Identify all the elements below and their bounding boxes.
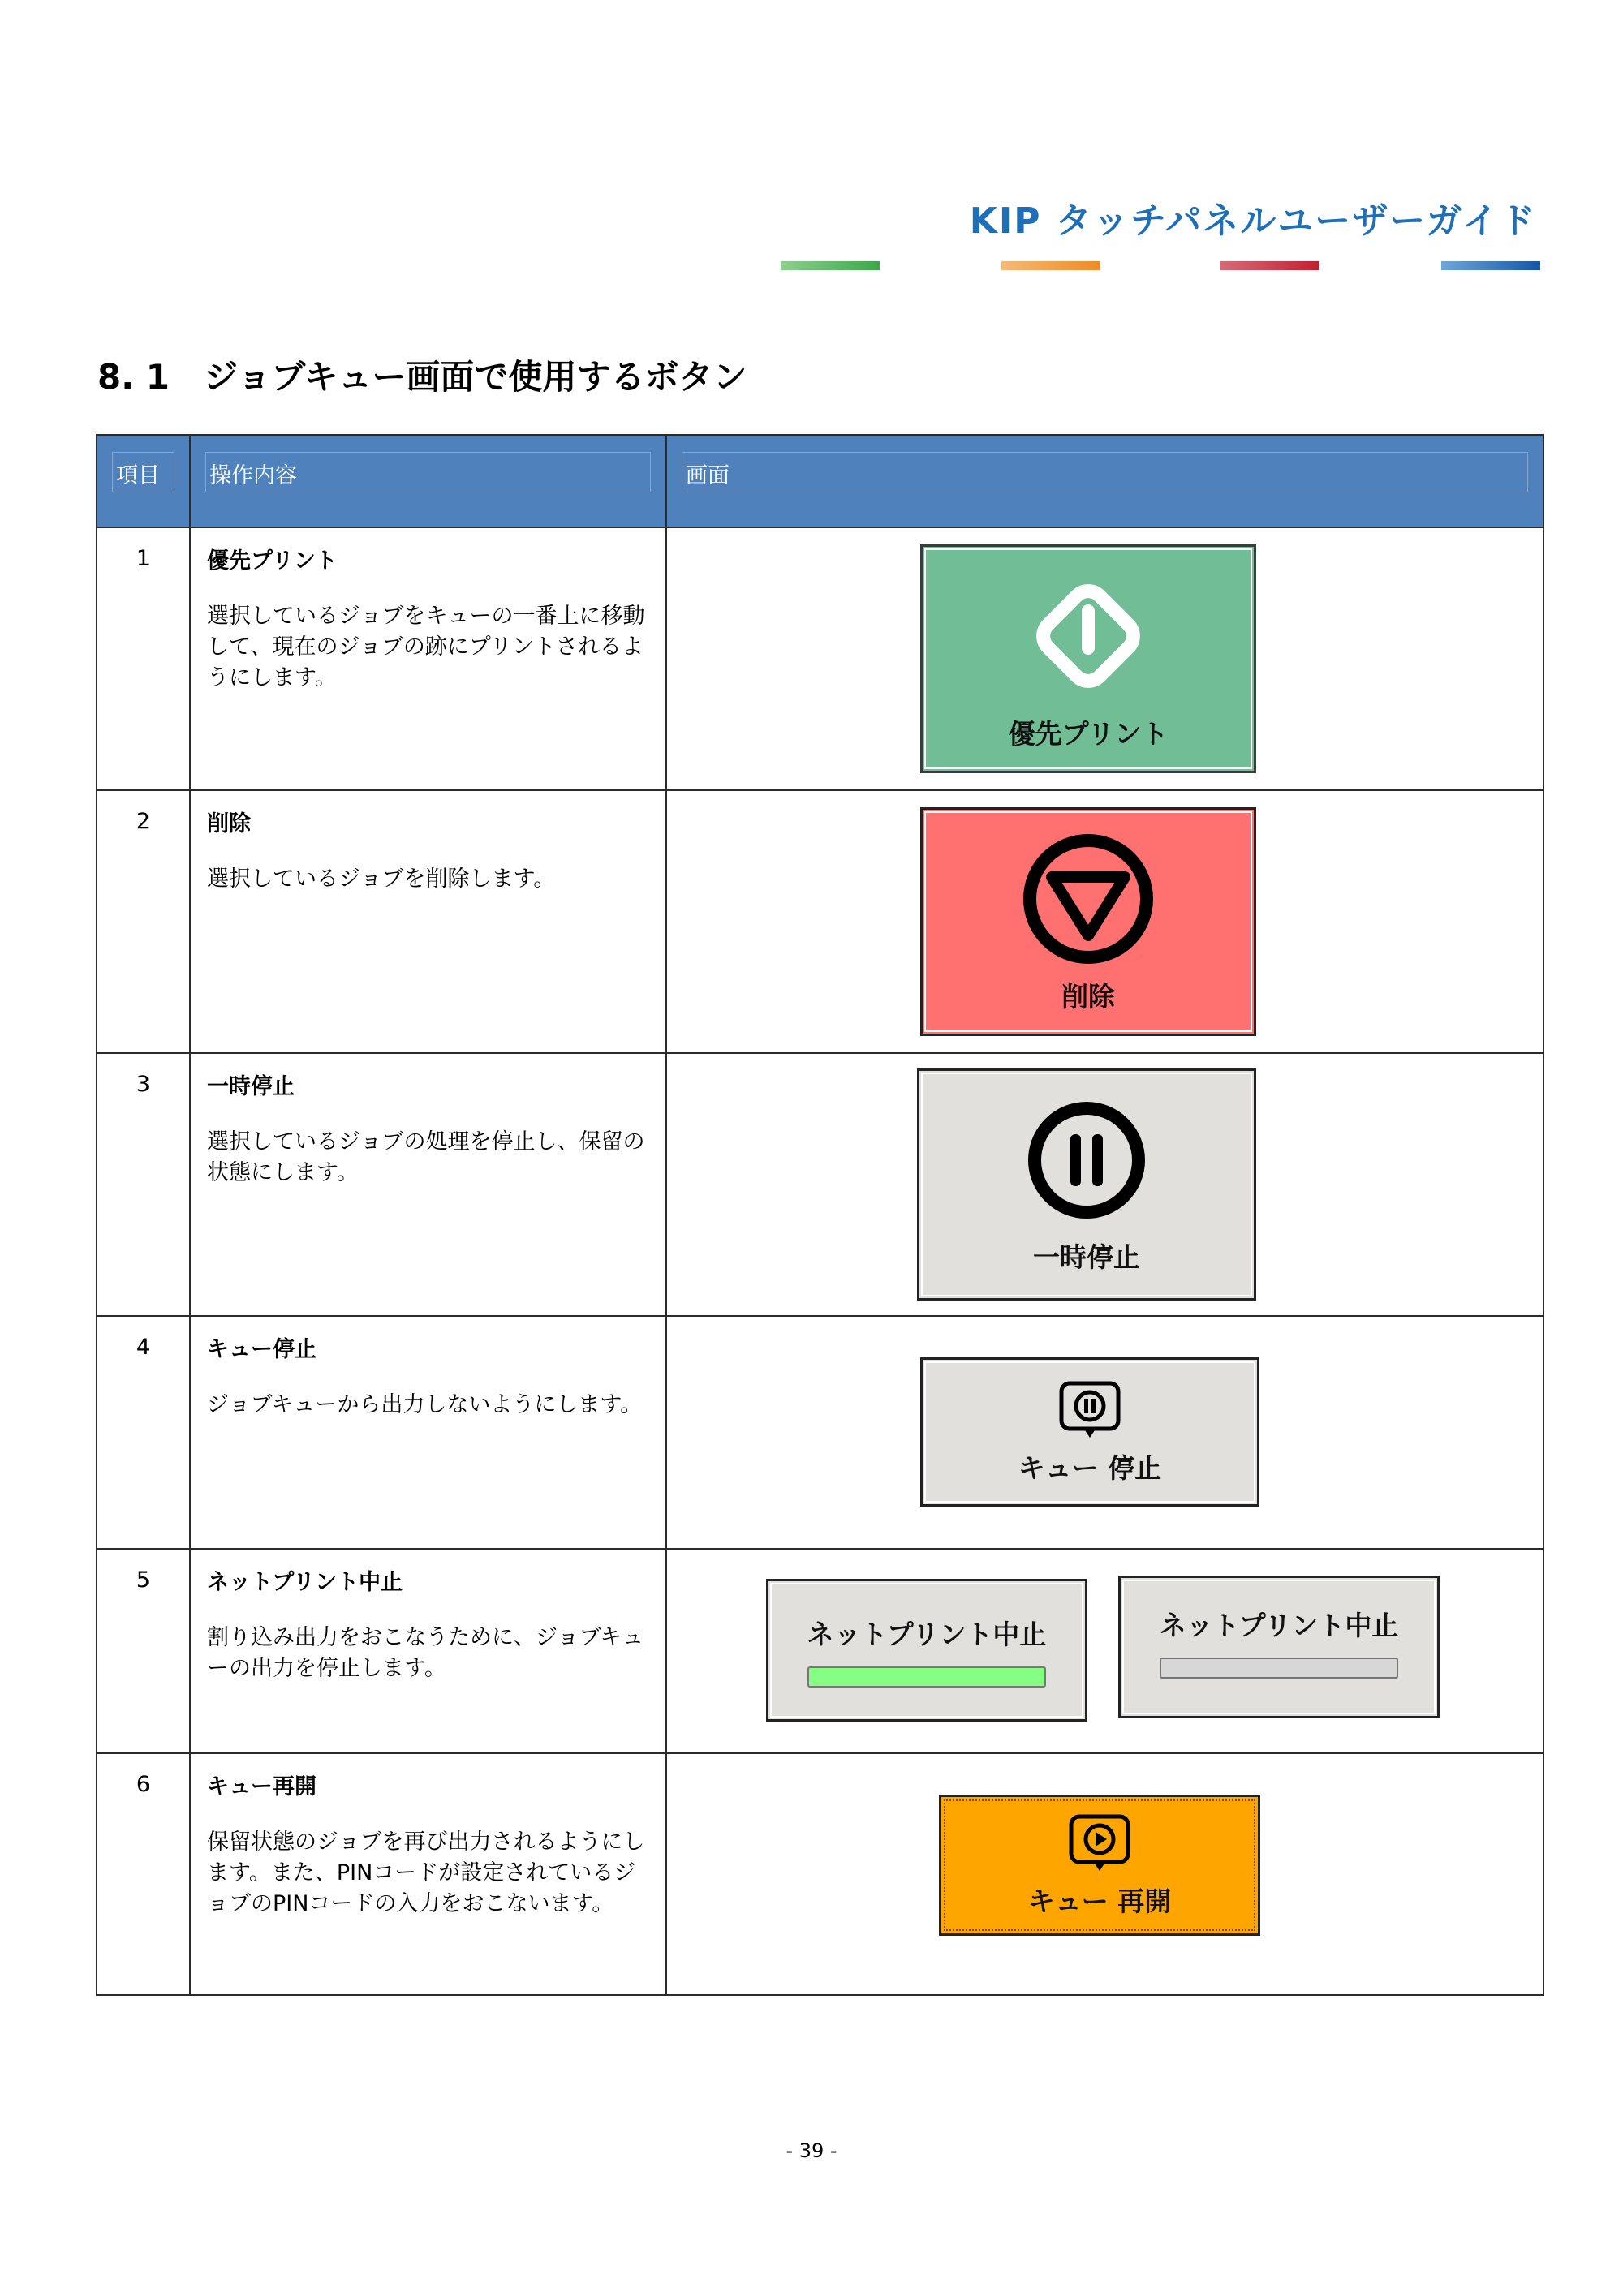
net-print-indicator-on: [807, 1666, 1046, 1688]
header-operation: [190, 435, 666, 527]
table-row: [97, 527, 1543, 790]
queue-pause-icon: [1057, 1379, 1122, 1441]
table-row: [97, 1053, 1543, 1316]
table-row: [97, 1549, 1543, 1753]
pause-button[interactable]: [917, 1068, 1256, 1301]
operation-cell: [190, 1316, 666, 1549]
queue-stop-button[interactable]: [920, 1357, 1259, 1507]
table-header-row: [97, 435, 1543, 527]
screen-cell: [666, 527, 1543, 790]
net-print-stop-label: ネットプリント中止: [1159, 1609, 1399, 1641]
header-screen-label: 画面: [682, 452, 1528, 492]
guide-title: KIP タッチパネルユーザーガイド: [969, 200, 1537, 242]
row-number: 6: [97, 1753, 190, 1995]
net-print-indicator-off: [1160, 1658, 1398, 1679]
queue-play-icon: [1067, 1812, 1132, 1874]
priority-print-button[interactable]: [920, 544, 1256, 773]
net-print-stop-button-active[interactable]: [766, 1579, 1087, 1722]
operation-description: 選択しているジョブの処理を停止し、保留の状態にします。: [207, 1129, 645, 1185]
operation-cell: [190, 790, 666, 1053]
screen-cell: [666, 1053, 1543, 1316]
operation-name: 一時停止: [207, 1074, 295, 1099]
operation-description: 割り込み出力をおこなうために、ジョブキューの出力を停止します。: [207, 1625, 644, 1681]
decor-bar-orange: [1001, 261, 1100, 270]
operation-cell: [190, 1549, 666, 1753]
priority-print-label: 優先プリント: [1008, 717, 1169, 750]
net-print-stop-label: ネットプリント中止: [807, 1618, 1047, 1650]
operation-name: キュー停止: [207, 1337, 316, 1362]
queue-resume-button[interactable]: [939, 1795, 1260, 1936]
delete-triangle-icon: [1019, 830, 1157, 968]
table-row: [97, 1753, 1543, 1995]
delete-button[interactable]: [920, 807, 1256, 1036]
operation-description: ジョブキューから出力しないようにします。: [207, 1392, 643, 1417]
pause-label: 一時停止: [1033, 1240, 1140, 1273]
row-number: 4: [97, 1316, 190, 1549]
table-row: [97, 1316, 1543, 1549]
operation-cell: [190, 1053, 666, 1316]
decor-bar-red: [1220, 261, 1319, 270]
decor-bar-green: [781, 261, 880, 270]
row-number: 2: [97, 790, 190, 1053]
operation-cell: [190, 527, 666, 790]
table-row: [97, 790, 1543, 1053]
page-number: - 39 -: [786, 2139, 837, 2162]
queue-resume-label: キュー 再開: [1027, 1885, 1172, 1917]
operation-name: 削除: [207, 811, 251, 836]
screen-cell: [666, 790, 1543, 1053]
header-operation-label: 操作内容: [205, 452, 651, 492]
row-number: 3: [97, 1053, 190, 1316]
row-number: 1: [97, 527, 190, 790]
operation-name: ネットプリント中止: [207, 1570, 403, 1595]
screen-cell: [666, 1753, 1543, 1995]
net-print-stop-button-inactive[interactable]: [1118, 1576, 1440, 1718]
operation-description: 選択しているジョブを削除します。: [207, 866, 556, 892]
pause-circle-icon: [1022, 1095, 1152, 1225]
decor-bar-blue: [1441, 261, 1540, 270]
row-number: 5: [97, 1549, 190, 1753]
header-screen: [666, 435, 1543, 527]
priority-diamond-icon: [1019, 567, 1157, 705]
button-table: [96, 434, 1544, 1996]
operation-name: 優先プリント: [207, 548, 338, 574]
header-no: [97, 435, 190, 527]
section-heading: 8. 1 ジョブキュー画面で使用するボタン: [97, 357, 747, 397]
operation-description: 選択しているジョブをキューの一番上に移動して、現在のジョブの跡にプリントされるようにします。: [207, 604, 645, 690]
screen-cell: [666, 1316, 1543, 1549]
operation-name: キュー再開: [207, 1774, 316, 1799]
queue-stop-label: キュー 停止: [1018, 1451, 1162, 1484]
screen-cell: [666, 1549, 1543, 1753]
operation-cell: [190, 1753, 666, 1995]
operation-description: 保留状態のジョブを再び出力されるようにします。また、PINコードが設定されているジョブのPINコードの入力をおこないます。: [207, 1829, 645, 1916]
header-no-label: 項目: [112, 452, 174, 492]
delete-label: 削除: [1061, 980, 1115, 1013]
